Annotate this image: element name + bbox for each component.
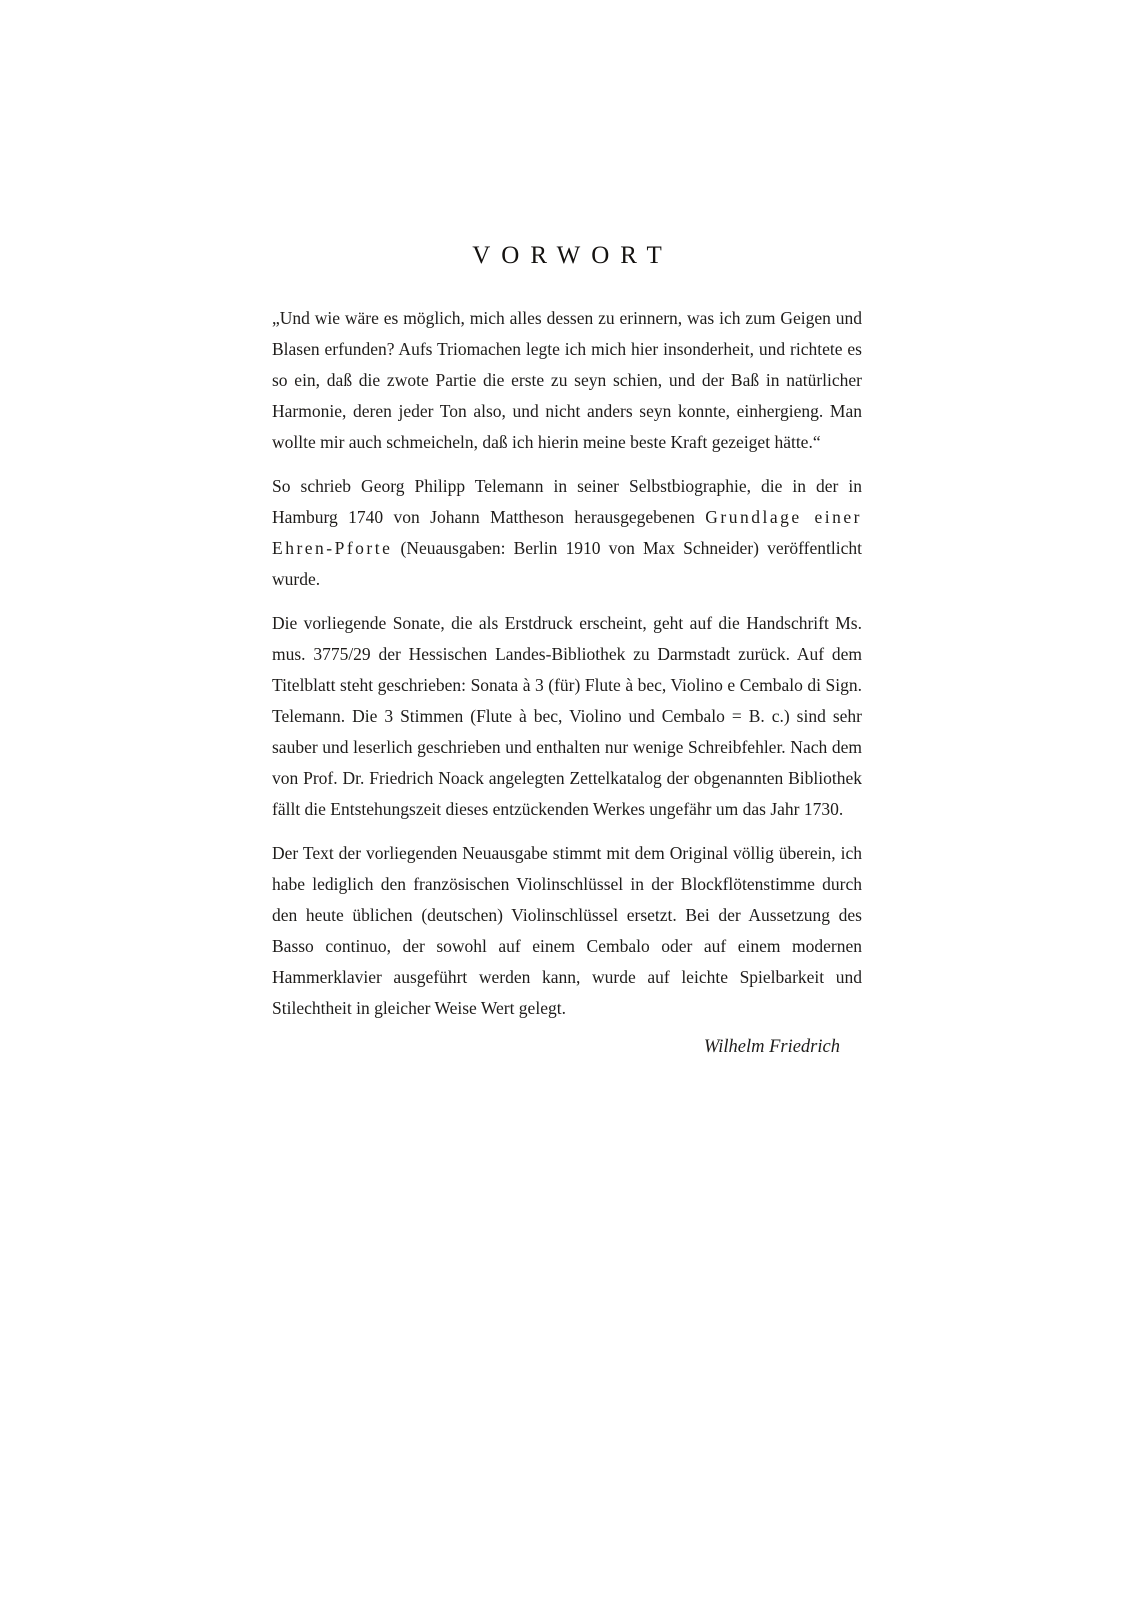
attribution-text-after: (Neuausgaben: Berlin 1910 von Max Schneider) veröffentlicht wurde. [272,538,862,589]
page-title: VORWORT [472,242,673,269]
work-title-emphasis: Grundlage einer Ehren-Pforte [272,507,862,558]
edition-notes-paragraph: Der Text der vorliegenden Neuausgabe stimmt mit dem Original völlig überein, ich habe lediglich den französischen Violinschlüssel in der Blockflötenstimme durch den heute üblichen (deutschen) Violinschlüssel ersetzt. Bei der Aussetzung des Basso continuo, der sowohl auf einem Cembalo oder auf einem modernen Hammerklavier ausgeführt werden kann, wurde auf leichte Spielbarkeit und Stilechtheit in gleicher Weise Wert gelegt. [272,843,862,1018]
attribution-text-before: So schrieb Georg Philipp Telemann in seiner Selbstbiographie, die in der in Hamburg 1740 von Johann Mattheson herausgegebenen [272,476,862,527]
telemann-quote-paragraph: „Und wie wäre es möglich, mich alles dessen zu erinnern, was ich zum Geigen und Blasen erfunden? Aufs Triomachen legte ich mich hier insonderheit, und richtete es so ein, daß die zwote Partie die erste zu seyn schien, und der Baß in natürlicher Harmonie, deren jeder Ton also, und nicht anders seyn konnte, einhergieng. Man wollte mir auch schmeicheln, daß ich hierin meine beste Kraft gezeiget hätte.“ [272,308,862,452]
editor-signature: Wilhelm Friedrich [703,1037,840,1057]
manuscript-source-paragraph: Die vorliegende Sonate, die als Erstdruck erscheint, geht auf die Handschrift Ms. mus. 3775/29 der Hessischen Landes-Bibliothek zu Darmstadt zurück. Auf dem Titelblatt steht geschrieben: Sonata à 3 (für) Flute à bec, Violino e Cembalo di Sign. Telemann. Die 3 Stimmen (Flute à bec, Violino und Cembalo = B. c.) sind sehr sauber und leserlich geschrieben und enthalten nur wenige Schreibfehler. Nach dem von Prof. Dr. Friedrich Noack angelegten Zettelkatalog der obgenannten Bibliothek fällt die Entstehungszeit dieses entzückenden Werkes ungefähr um das Jahr 1730. [272,613,862,819]
attribution-paragraph [272,471,862,595]
text-block [272,242,862,1058]
